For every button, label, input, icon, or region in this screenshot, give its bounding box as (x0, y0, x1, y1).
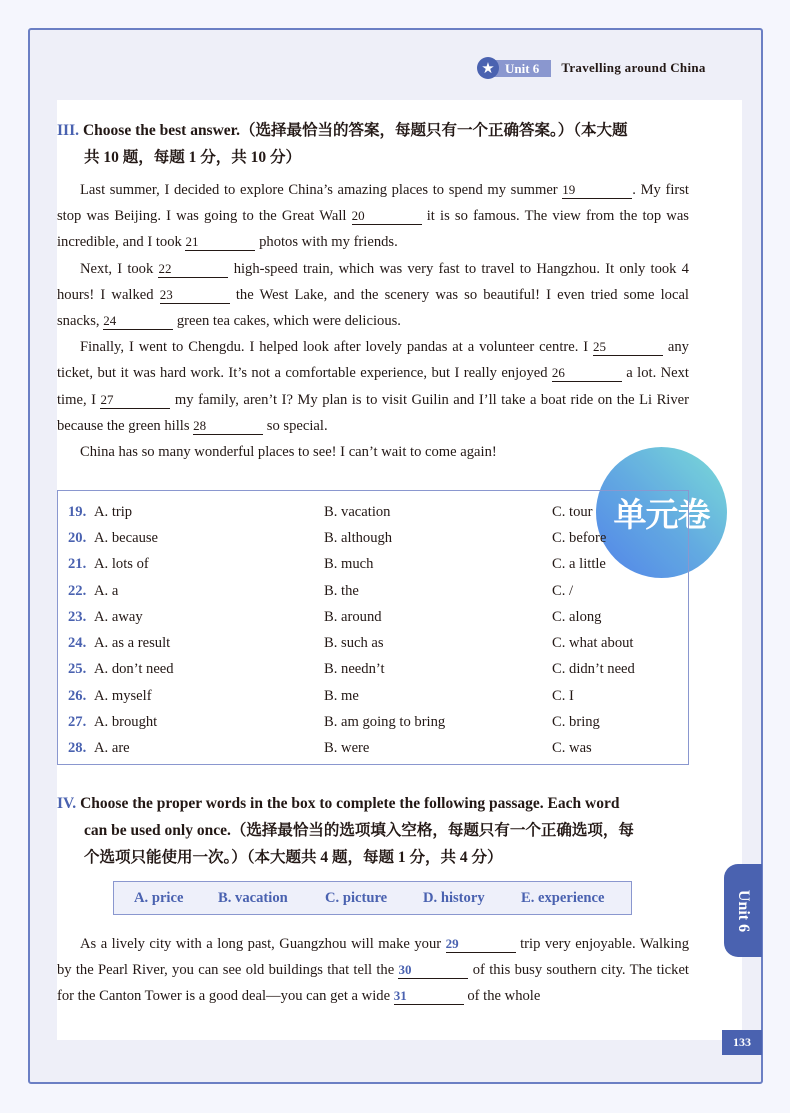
passage-text: high-speed train, which was very fast to travel to Hangzhou. It only took 4 hours! I walked (57, 260, 689, 303)
question-row (58, 736, 688, 762)
section-3-heading (57, 117, 697, 171)
option-c: C. tour (552, 503, 593, 520)
passage-text: Last summer, I decided to explore China’s amazing places to spend my summer (80, 182, 563, 198)
passage-text: trip very enjoyable. Walking by the Pearl River, you can see old buildings that tell the (57, 936, 689, 979)
answer-blank: 21 (185, 233, 255, 251)
star-icon: ★ (477, 57, 499, 79)
option-c: C. I (552, 687, 574, 704)
section-instructions: （选择最恰当的答案，每题只有一个正确答案。）（本大题 (240, 122, 628, 139)
question-row (58, 630, 688, 656)
passage-text: so special. (263, 417, 328, 434)
question-number: 23. (68, 608, 87, 625)
section-title: Choose the proper words in the box to complete the following passage. Each word (80, 795, 620, 812)
answer-blank: 23 (160, 286, 230, 304)
paragraph (57, 334, 689, 439)
passage-text: a lot. Next time, I (57, 365, 689, 408)
question-number: 27. (68, 714, 87, 731)
answer-blank: 28 (193, 417, 263, 435)
option-a: A. are (94, 740, 130, 757)
option-a: A. don’t need (94, 661, 174, 678)
question-number: 26. (68, 687, 87, 704)
passage-text: my family, aren’t I? My plan is to visit Guilin and I’ll take a boat ride on the Li River because the green hills (57, 391, 690, 434)
option-a: A. because (94, 529, 159, 546)
answer-blank: 29 (446, 935, 516, 953)
answer-blank: 30 (398, 961, 468, 979)
question-row (58, 578, 688, 604)
option-b: B. although (324, 529, 393, 546)
passage-text: of this busy southern city. The ticket for the Canton Tower is a good deal—you can get a wide (57, 962, 689, 1005)
page-number: 133 (722, 1030, 762, 1055)
paragraph (57, 439, 689, 465)
answer-blank: 31 (394, 987, 464, 1005)
paragraph (57, 177, 689, 256)
side-tab-label: Unit 6 (735, 889, 753, 932)
section-4-heading (57, 790, 697, 871)
unit-test-badge: 单元卷 (596, 447, 727, 578)
option-c: C. what about (552, 635, 634, 652)
section-number: III. (57, 122, 79, 139)
word-option: D. history (423, 889, 485, 906)
unit-header (477, 57, 706, 79)
option-a: A. as a result (94, 635, 171, 652)
paragraph (57, 931, 689, 1010)
word-option: C. picture (325, 889, 388, 906)
passage-4 (57, 931, 689, 1010)
question-number: 24. (68, 635, 87, 652)
question-row (58, 657, 688, 683)
passage-text: Finally, I went to Chengdu. I helped look after lovely pandas at a volunteer centre. I (80, 339, 594, 356)
option-c: C. didn’t need (552, 661, 635, 678)
option-a: A. lots of (94, 556, 149, 573)
options-box (57, 490, 689, 765)
question-row (58, 499, 688, 525)
passage-text: the West Lake, and the scenery was so beautiful! I even tried some local snacks, (57, 286, 689, 330)
passage-text: green tea cakes, which were delicious. (173, 313, 401, 330)
option-c: C. was (552, 740, 592, 757)
word-option: B. vacation (218, 889, 288, 906)
passage-text: of the whole (463, 988, 541, 1005)
answer-blank: 22 (158, 260, 228, 278)
passage-text: As a lively city with a long past, Guangzhou will make your (80, 936, 446, 952)
option-a: A. a (94, 582, 119, 599)
option-b: B. me (324, 687, 359, 704)
unit-side-tab (724, 864, 762, 957)
option-b: B. were (324, 740, 370, 757)
question-row (58, 683, 688, 709)
passage-3 (57, 177, 689, 465)
word-option: E. experience (521, 889, 605, 906)
answer-blank: 24 (103, 312, 173, 330)
option-b: B. around (324, 608, 382, 625)
passage-text: Next, I took (80, 260, 159, 277)
question-number: 19. (68, 503, 87, 520)
passage-text: China has so many wonderful places to see! I can’t wait to come again! (80, 444, 497, 461)
answer-blank: 19 (562, 181, 632, 199)
passage-text: any ticket, but it was hard work. It’s not a comfortable experience, but I really enjoyed (57, 339, 689, 382)
section-number: IV. (57, 795, 77, 812)
option-c: C. a little (552, 556, 606, 573)
word-box (113, 881, 632, 915)
question-row (58, 604, 688, 630)
option-a: A. trip (94, 503, 133, 520)
unit-title: Travelling around China (561, 60, 706, 75)
option-a: A. away (94, 608, 143, 625)
question-number: 21. (68, 556, 87, 573)
passage-text: it is so famous. The view from the top was incredible, and I took (57, 208, 689, 251)
question-number: 28. (68, 740, 87, 757)
question-number: 20. (68, 529, 87, 546)
section-instructions-cont: 共 10 题，每题 1 分，共 10 分） (84, 149, 302, 166)
option-b: B. the (324, 582, 359, 599)
unit-label: Unit 6 (491, 60, 551, 77)
option-b: B. vacation (324, 503, 391, 520)
answer-blank: 27 (100, 391, 170, 409)
option-b: B. much (324, 556, 374, 573)
option-c: C. bring (552, 714, 600, 731)
question-row (58, 525, 688, 551)
answer-blank: 25 (593, 338, 663, 356)
question-number: 22. (68, 582, 87, 599)
question-row (58, 709, 688, 735)
passage-text: photos with my friends. (255, 234, 398, 251)
answer-blank: 26 (552, 364, 622, 382)
section-instructions-cont: 个选项只能使用一次。）（本大题共 4 题，每题 1 分，共 4 分） (84, 849, 503, 866)
option-b: B. needn’t (324, 661, 385, 678)
option-c: C. / (552, 582, 574, 599)
option-c: C. before (552, 529, 607, 546)
section-title: Choose the best answer. (82, 122, 240, 139)
passage-text: . My first stop was Beijing. I was going to the Great Wall (57, 182, 689, 225)
paragraph (57, 256, 689, 335)
option-a: A. myself (94, 687, 152, 704)
section-instructions: can be used only once.（选择最恰当的选项填入空格，每题只有一个正确选项，每 (84, 822, 634, 839)
option-a: A. brought (94, 714, 158, 731)
option-c: C. along (552, 608, 602, 625)
question-row (58, 552, 688, 578)
option-b: B. am going to bring (324, 714, 446, 731)
question-number: 25. (68, 661, 87, 678)
option-b: B. such as (324, 635, 384, 652)
answer-blank: 20 (352, 207, 422, 225)
word-option: A. price (134, 889, 184, 906)
